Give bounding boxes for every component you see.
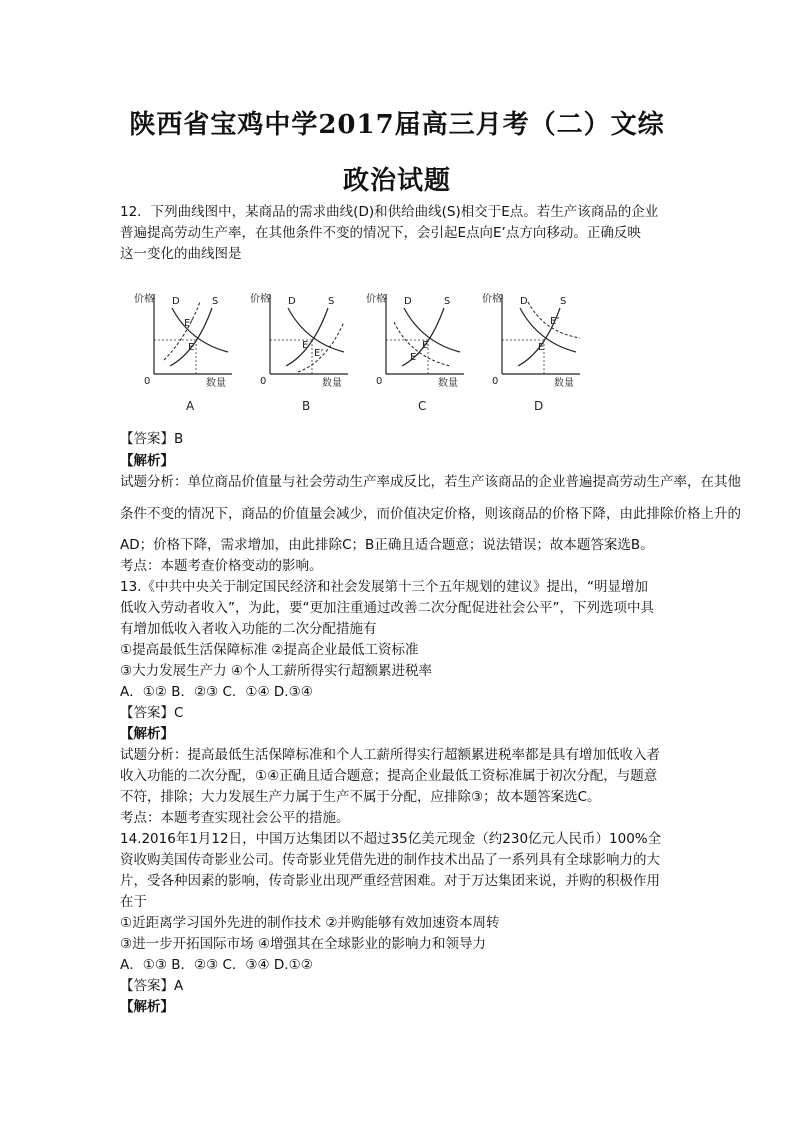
page-title: 陕西省宝鸡中学2017届高三月考（二）文综 — [129, 110, 665, 140]
point-e2-label: E’ — [410, 352, 420, 363]
q13-analysis-line: 试题分析：提高最低生活保障标准和个人工薪所得实行超额累进税率都是具有增加低收入者 — [120, 747, 660, 763]
x-axis-label: 数量 — [322, 378, 342, 389]
demand-label: D — [288, 296, 296, 307]
y-axis-label: 价格 — [482, 294, 502, 305]
q12-answer: 【答案】B — [120, 431, 184, 447]
q13-option-line: ①提高最低生活保障标准 ②提高企业最低工资标准 — [120, 642, 419, 658]
graph-d — [480, 282, 590, 422]
origin-label: 0 — [492, 376, 499, 387]
point-e-label: E — [538, 342, 545, 353]
origin-label: 0 — [376, 376, 383, 387]
q13-option-line: ③大力发展生产力 ④个人工薪所得实行超额累进税率 — [120, 663, 432, 679]
q13-analysis-line: 不符，排除；大力发展生产力属于生产不属于分配，应排除③；故本题答案选C。 — [120, 789, 601, 805]
q13-answer: 【答案】C — [120, 705, 184, 721]
q13-analysis-heading: 【解析】 — [120, 726, 174, 742]
q14-stem-line: 片，受各种因素的影响，传奇影业出现严重经营困难。对于万达集团来说，并购的积极作用 — [120, 873, 660, 889]
q14-stem-line: 资收购美国传奇影业公司。传奇影业凭借先进的制作技术出品了一系列具有全球影响力的大 — [120, 852, 660, 868]
origin-label: 0 — [260, 376, 267, 387]
q12-analysis-line: 条件不变的情况下，商品的价值量会减少，而价值决定价格，则该商品的价格下降，由此排除价格上升的 — [120, 506, 741, 522]
q14-analysis-heading: 【解析】 — [120, 999, 174, 1015]
q14-answer: 【答案】A — [120, 978, 184, 994]
q13-analysis-line: 收入功能的二次分配，①④正确且适合题意；提高企业最低工资标准属于初次分配，与题意 — [120, 768, 658, 784]
point-e-label: E — [302, 340, 309, 351]
q13-point: 考点：本题考查实现社会公平的措施。 — [120, 810, 350, 826]
y-axis-label: 价格 — [134, 294, 154, 305]
graph-a — [132, 282, 242, 422]
origin-label: 0 — [144, 376, 151, 387]
q12-analysis-line: AD；价格下降，需求增加，由此排除C；B正确且适合题意；说法错误；故本题答案选B。 — [120, 537, 654, 553]
supply-label: S — [212, 296, 219, 307]
x-axis-label: 数量 — [438, 378, 458, 389]
demand-label: D — [172, 296, 180, 307]
graph-a-label: A — [186, 399, 195, 413]
q14-option-line: ①近距离学习国外先进的制作技术 ②并购能够有效加速资本周转 — [120, 915, 500, 931]
q14-choices: A．①③ B．②③ C．③④ D.①② — [120, 957, 313, 973]
point-e2-label: E’ — [184, 318, 194, 329]
q13-stem-line: 低收入劳动者收入”，为此，要“更加注重通过改善二次分配促进社会公平”，下列选项中具 — [120, 600, 654, 616]
point-e2-label: E’ — [314, 348, 324, 359]
graph-c-label: C — [418, 399, 427, 413]
supply-label: S — [444, 296, 451, 307]
q14-stem-line: 14.2016年1月12日，中国万达集团以不超过35亿美元现金（约230亿元人民币）100%全 — [120, 831, 662, 847]
q12-stem-line: 普遍提高劳动生产率，在其他条件不变的情况下，会引起E点向E’点方向移动。正确反映 — [120, 225, 641, 241]
point-e-label: E — [422, 340, 429, 351]
y-axis-label: 价格 — [250, 294, 270, 305]
q12-point: 考点：本题考查价格变动的影响。 — [120, 558, 323, 574]
page-subtitle: 政治试题 — [342, 166, 451, 196]
q12-analysis-line: 试题分析：单位商品价值量与社会劳动生产率成反比，若生产该商品的企业普遍提高劳动生产率，在其他 — [120, 474, 741, 490]
supply-label: S — [328, 296, 335, 307]
q14-option-line: ③进一步开拓国际市场 ④增强其在全球影业的影响力和领导力 — [120, 936, 486, 952]
q13-stem-line: 有增加低收入者收入功能的二次分配措施有 — [120, 621, 377, 637]
q14-stem-line: 在于 — [120, 894, 147, 910]
q13-choices: A．①② B．②③ C．①④ D.③④ — [120, 684, 313, 700]
graph-b-label: B — [302, 399, 311, 413]
q13-stem-line: 13.《中共中央关于制定国民经济和社会发展第十三个五年规划的建议》提出，“明显增加 — [120, 579, 648, 595]
q12-stem-line: 12．下列曲线图中，某商品的需求曲线(D)和供给曲线(S)相交于E点。若生产该商品的企业 — [120, 204, 659, 220]
q12-analysis-heading: 【解析】 — [120, 453, 174, 469]
x-axis-label: 数量 — [554, 378, 574, 389]
demand-label: D — [520, 296, 528, 307]
demand-label: D — [404, 296, 412, 307]
supply-label: S — [560, 296, 567, 307]
q12-stem-line: 这一变化的曲线图是 — [120, 246, 242, 262]
x-axis-label: 数量 — [206, 378, 226, 389]
point-e2-label: E’ — [550, 316, 560, 327]
graph-c — [364, 282, 474, 422]
graph-d-label: D — [534, 399, 544, 413]
point-e-label: E — [188, 342, 195, 353]
q12-graph-options — [132, 282, 592, 422]
y-axis-label: 价格 — [366, 294, 386, 305]
graph-b — [248, 282, 358, 422]
